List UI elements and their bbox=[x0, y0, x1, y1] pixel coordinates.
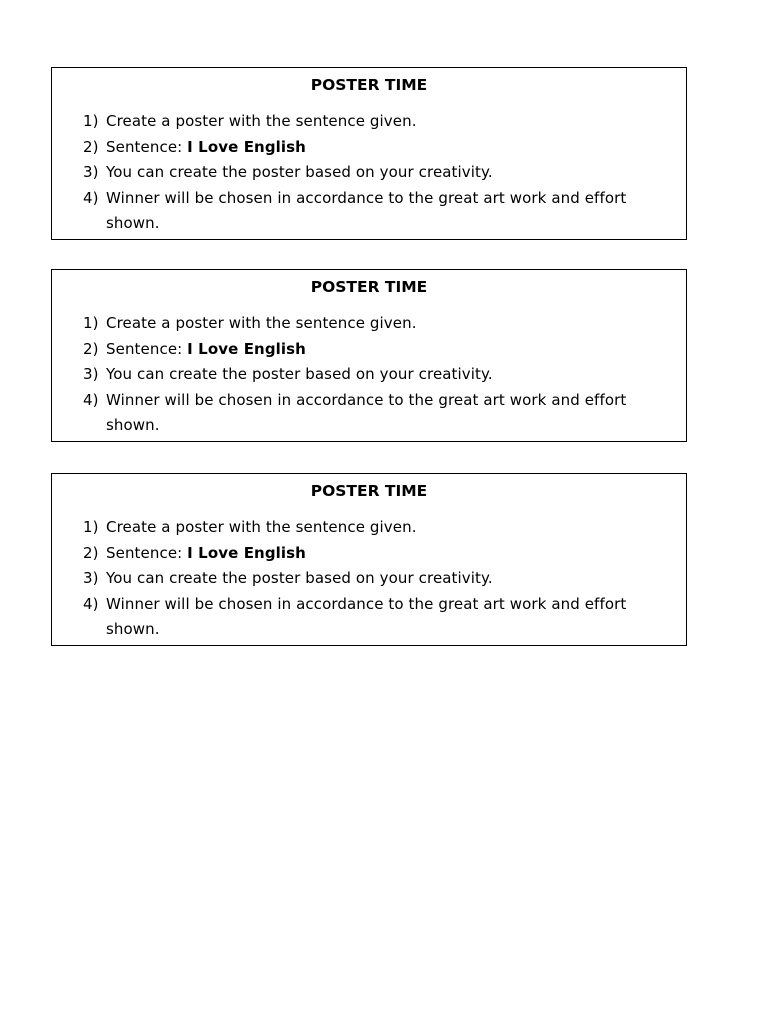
item-number: 2) bbox=[83, 137, 99, 156]
sentence-emphasis: I Love English bbox=[187, 339, 306, 358]
instruction-item bbox=[83, 109, 666, 135]
item-text: Winner will be chosen in accordance to the great art work and effort shown. bbox=[106, 390, 627, 435]
item-text-wrapper bbox=[106, 135, 666, 161]
item-text: You can create the poster based on your creativity. bbox=[106, 569, 493, 588]
instruction-item bbox=[83, 515, 666, 541]
item-number: 1) bbox=[83, 314, 99, 332]
instruction-item bbox=[83, 160, 666, 186]
instruction-item bbox=[83, 362, 666, 388]
instruction-item bbox=[83, 388, 666, 439]
poster-card-title: POSTER TIME bbox=[310, 76, 428, 94]
item-text: Sentence: bbox=[106, 543, 188, 562]
poster-card-1 bbox=[51, 67, 687, 240]
instruction-item bbox=[83, 135, 666, 161]
item-text: You can create the poster based on your creativity. bbox=[106, 365, 493, 384]
instruction-item bbox=[83, 311, 666, 337]
item-number: 4) bbox=[83, 594, 99, 613]
item-text: Create a poster with the sentence given. bbox=[106, 314, 417, 332]
poster-card-2 bbox=[51, 269, 687, 442]
item-text: Sentence: bbox=[106, 137, 188, 156]
item-text: Create a poster with the sentence given. bbox=[106, 518, 417, 536]
instruction-item bbox=[83, 566, 666, 592]
instruction-list bbox=[83, 109, 666, 237]
item-text: Sentence: bbox=[106, 339, 188, 358]
item-number: 4) bbox=[83, 390, 99, 409]
item-number: 3) bbox=[83, 365, 99, 384]
poster-card-3 bbox=[51, 473, 687, 646]
item-number: 1) bbox=[83, 518, 99, 536]
instruction-item bbox=[83, 337, 666, 363]
item-text-wrapper bbox=[106, 541, 666, 567]
item-number: 1) bbox=[83, 112, 99, 130]
instruction-list bbox=[83, 311, 666, 439]
instruction-item bbox=[83, 541, 666, 567]
item-number: 2) bbox=[83, 339, 99, 358]
item-text: Create a poster with the sentence given. bbox=[106, 112, 417, 130]
item-number: 2) bbox=[83, 543, 99, 562]
instruction-item bbox=[83, 186, 666, 237]
instruction-list bbox=[83, 515, 666, 643]
sentence-emphasis: I Love English bbox=[187, 137, 306, 156]
poster-card-title: POSTER TIME bbox=[310, 278, 428, 296]
item-text: You can create the poster based on your creativity. bbox=[106, 163, 493, 182]
instruction-item bbox=[83, 592, 666, 643]
item-number: 3) bbox=[83, 163, 99, 182]
poster-card-title: POSTER TIME bbox=[310, 482, 428, 500]
item-number: 4) bbox=[83, 188, 99, 207]
sentence-emphasis: I Love English bbox=[187, 543, 306, 562]
item-text: Winner will be chosen in accordance to the great art work and effort shown. bbox=[106, 188, 627, 233]
item-text: Winner will be chosen in accordance to the great art work and effort shown. bbox=[106, 594, 627, 639]
item-number: 3) bbox=[83, 569, 99, 588]
item-text-wrapper bbox=[106, 337, 666, 363]
